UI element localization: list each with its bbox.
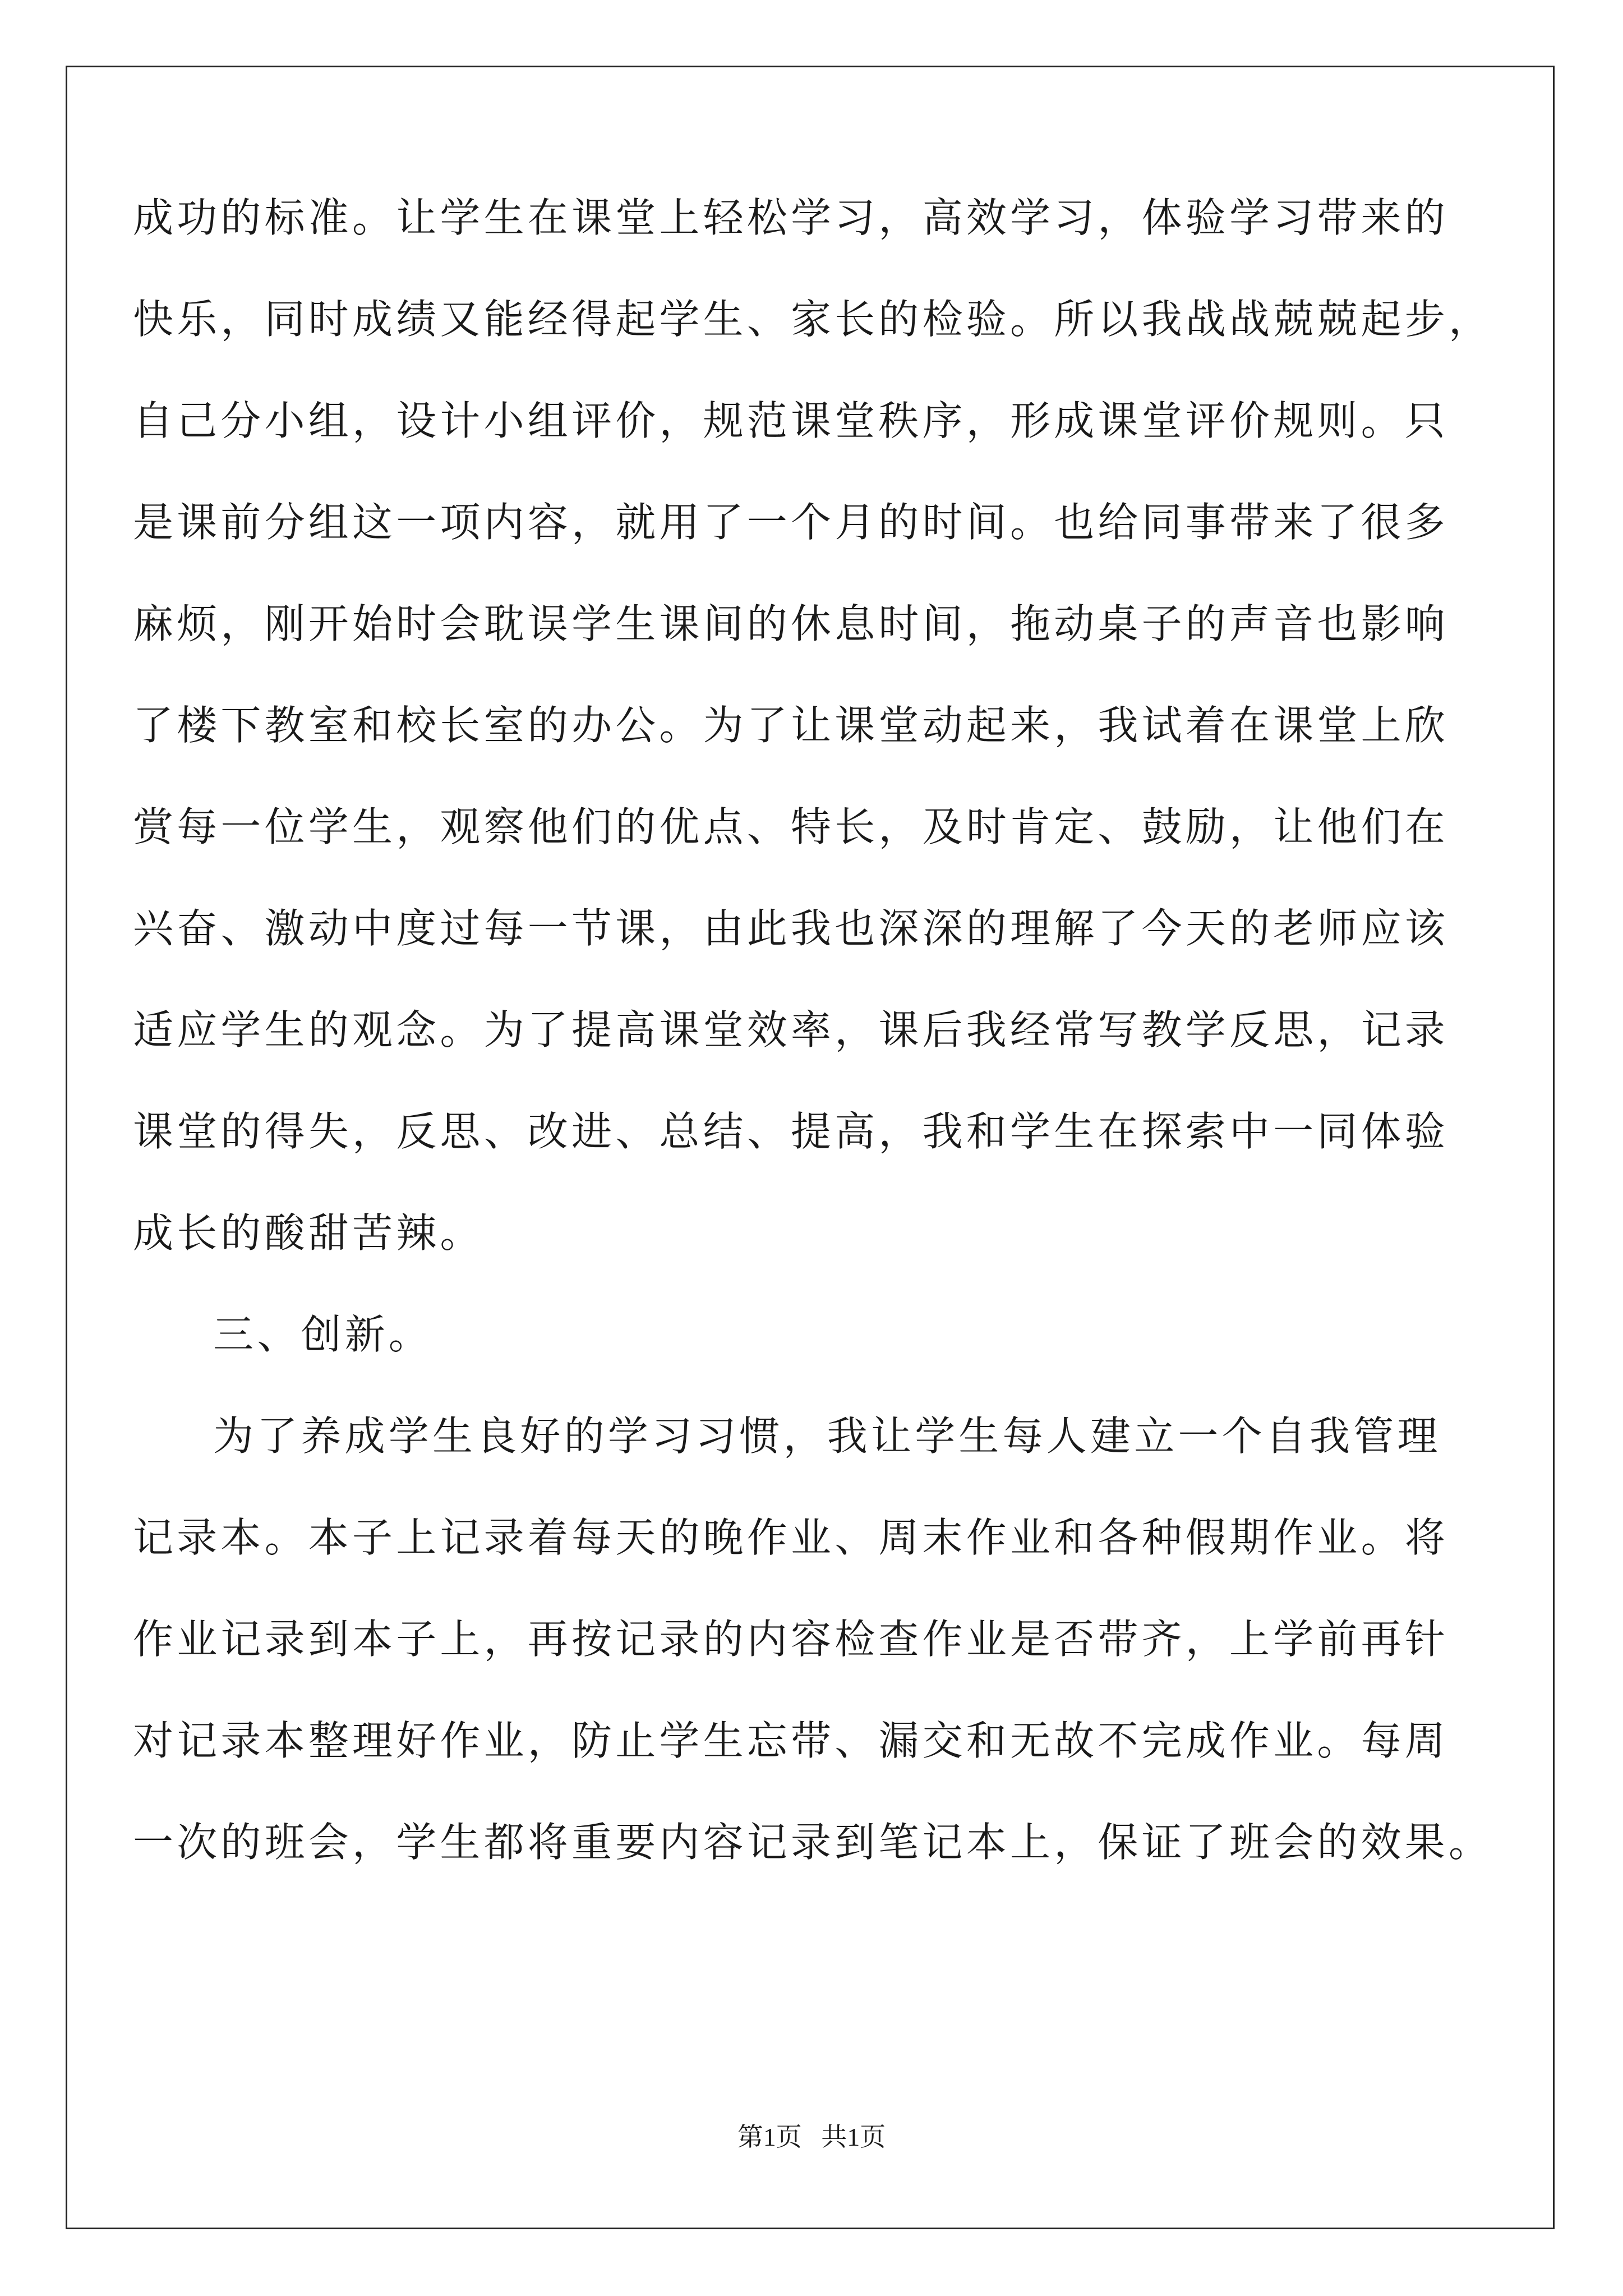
text-line: 为了养成学生良好的学习习惯，我让学生每人建立一个自我管理 [213,1412,1441,1460]
text-line: 成长的酸甜苦辣。 [133,1209,484,1257]
text-line: 了楼下教室和校长室的办公。为了让课堂动起来，我试着在课堂上欣 [133,702,1449,749]
text-line: 麻烦，刚开始时会耽误学生课间的休息时间，拖动桌子的声音也影响 [133,600,1449,647]
text-line: 作业记录到本子上，再按记录的内容检查作业是否带齐，上学前再针 [133,1616,1449,1663]
text-line: 成功的标准。让学生在课堂上轻松学习，高效学习，体验学习带来的 [133,194,1449,241]
text-line: 一次的班会，学生都将重要内容记录到笔记本上，保证了班会的效果。 [133,1819,1493,1866]
text-line: 是课前分组这一项内容，就用了一个月的时间。也给同事带来了很多 [133,499,1449,546]
text-line: 对记录本整理好作业，防止学生忘带、漏交和无故不完成作业。每周 [133,1717,1449,1764]
text-line: 兴奋、激动中度过每一节课，由此我也深深的理解了今天的老师应该 [133,905,1449,952]
text-line: 赏每一位学生，观察他们的优点、特长，及时肯定、鼓励，让他们在 [133,803,1449,850]
text-line: 快乐，同时成绩又能经得起学生、家长的检验。所以我战战兢兢起步， [133,296,1493,343]
text-line: 自己分小组，设计小组评价，规范课堂秩序，形成课堂评价规则。只 [133,397,1449,444]
text-line: 适应学生的观念。为了提高课堂效率，课后我经常写教学反思，记录 [133,1006,1449,1053]
text-line: 记录本。本子上记录着每天的晚作业、周末作业和各种假期作业。将 [133,1514,1449,1561]
section-heading: 三、创新。 [213,1311,433,1358]
text-line: 课堂的得失，反思、改进、总结、提高，我和学生在探索中一同体验 [133,1108,1449,1155]
page-footer: 第1页 共1页 [737,2123,886,2151]
